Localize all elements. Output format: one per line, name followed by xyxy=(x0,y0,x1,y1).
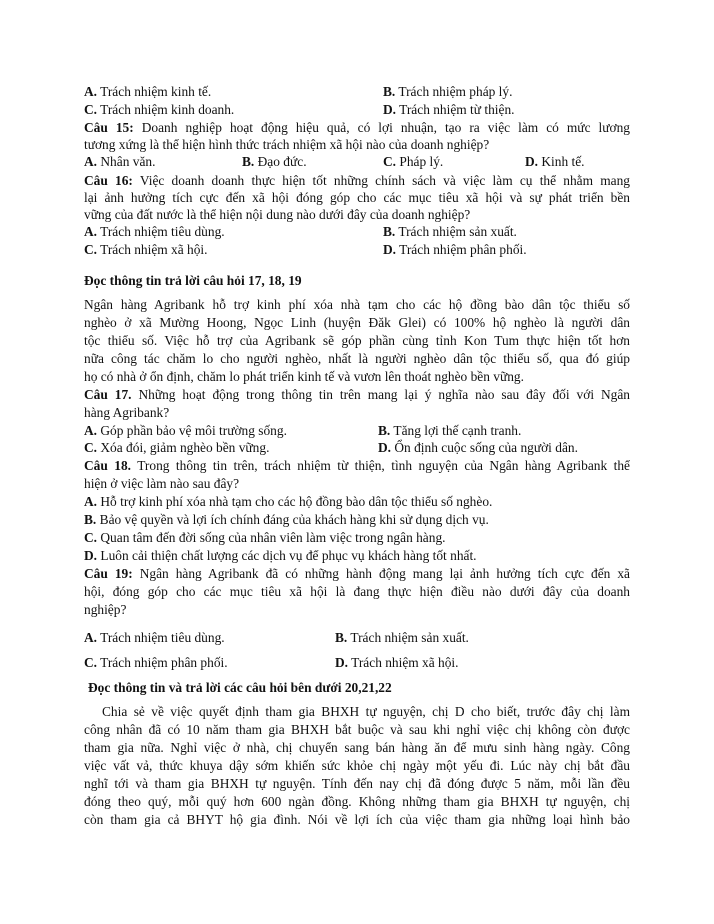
q15-option-a: A. Nhân văn. xyxy=(84,153,156,169)
q18-option-c: C. Quan tâm đến đời sống của nhân viên làm việc trong ngân hàng. xyxy=(84,529,446,545)
passage-2-line-3: tham gia nữa. Nghỉ việc ở nhà, chị chuyển sang bán hàng ăn để mưu sinh hàng ngày. Công xyxy=(84,739,630,755)
passage-1-line-5: họ có nhà ở ổn định, chăm lo phát triển kinh tế và vươn lên thoát nghèo bền vững. xyxy=(84,369,524,384)
q14-options-row-2 xyxy=(84,101,630,119)
q16-option-b: B. Trách nhiệm sản xuất. xyxy=(383,224,517,239)
q17-stem-line-2: hàng Agribank? xyxy=(84,405,170,420)
q16-options-row-1 xyxy=(84,223,630,241)
passage-1-line-1: Ngân hàng Agribank hỗ trợ kinh phí xóa nhà tạm cho các hộ đồng bào dân tộc thiểu số xyxy=(84,297,630,312)
q18-option-d: D. Luôn cải thiện chất lượng các dịch vụ để phục vụ khách hàng tốt nhất. xyxy=(84,547,477,563)
q16-options-row-2 xyxy=(84,241,630,259)
q19-stem-line-2: hội, đóng góp cho các mục tiêu xã hội là đang thực hiện điều nào dưới đây của doanh xyxy=(84,583,630,599)
q18-stem-line-1: Câu 18. Trong thông tin trên, trách nhiệm từ thiện, tình nguyện của Ngân hàng Agribank thể xyxy=(84,457,630,473)
q19-option-c: C. Trách nhiệm phân phối. xyxy=(84,654,228,670)
q15-option-b: B. Đạo đức. xyxy=(242,153,307,169)
q18-option-a: A. Hỗ trợ kinh phí xóa nhà tạm cho các hộ đồng bào dân tộc thiểu số nghèo. xyxy=(84,493,493,509)
q19-options-row-1 xyxy=(84,629,630,647)
q15-stem-line-2: tương xứng là thể hiện hình thức trách nhiệm xã hội nào của doanh nghiệp? xyxy=(84,137,490,152)
passage-2-line-5: nghĩ tới và tham gia BHXH tự nguyện. Tính đến nay chị đã đóng được 5 năm, mỗi lần đều xyxy=(84,775,630,791)
q16-option-a: A. Trách nhiệm tiêu dùng. xyxy=(84,224,225,239)
passage-2-line-1: Chia sẻ về việc quyết định tham gia BHXH tự nguyện, chị D cho biết, trước đây chị làm xyxy=(102,703,630,719)
q19-stem-line-1: Câu 19: Ngân hàng Agribank đã có những hành động mang lại ảnh hưởng tích cực đến xã xyxy=(84,565,630,581)
passage-2-line-2: công nhân đã có 10 năm tham gia BHXH bắt buộc và sau khi nghỉ việc chị không còn được xyxy=(84,721,630,737)
q14-option-a: A. Trách nhiệm kinh tế. xyxy=(84,84,212,99)
q14-option-d: D. Trách nhiệm từ thiện. xyxy=(383,102,515,117)
q15-option-c: C. Pháp lý. xyxy=(383,153,444,169)
passage-2-line-7: còn tham gia cả BHYT hộ gia đình. Nói về lợi ích của việc tham gia những loại hình bảo xyxy=(84,811,630,827)
q19-option-b: B. Trách nhiệm sản xuất. xyxy=(335,629,469,645)
document-page xyxy=(84,83,630,829)
q17-option-c: C. Xóa đói, giảm nghèo bền vững. xyxy=(84,440,270,455)
q16-stem-line-2: lại ảnh hưởng tích cực đến xã hội đóng góp cho các mục tiêu xã hội và sự phát triển bền xyxy=(84,190,630,205)
q14-options-row-1 xyxy=(84,83,630,101)
q19-option-a: A. Trách nhiệm tiêu dùng. xyxy=(84,629,225,645)
q16-option-c: C. Trách nhiệm xã hội. xyxy=(84,242,208,257)
q19-options-row-2 xyxy=(84,654,630,672)
q17-options-row-1 xyxy=(84,422,630,440)
section-17-19-heading: Đọc thông tin trả lời câu hỏi 17, 18, 19 xyxy=(84,273,302,288)
q17-stem-line-1: Câu 17. Những hoạt động trong thông tin trên mang lại ý nghĩa nào sau đây đối với Ngân xyxy=(84,387,630,402)
passage-2-line-6: đóng theo quý, mỗi quý hơn 600 ngàn đồng. Không những tham gia BHXH tự nguyện, chị xyxy=(84,793,630,809)
q16-stem-line-3: vững của đất nước là thể hiện nội dung nào dưới đây của doanh nghiệp? xyxy=(84,206,471,222)
q15-option-d: D. Kinh tế. xyxy=(525,153,585,169)
section-20-22-heading: Đọc thông tin và trả lời các câu hỏi bên dưới 20,21,22 xyxy=(88,679,392,695)
q14-option-b: B. Trách nhiệm pháp lý. xyxy=(383,84,513,99)
q17-option-b: B. Tăng lợi thế cạnh tranh. xyxy=(378,423,522,438)
q15-options xyxy=(84,154,630,171)
q19-option-d: D. Trách nhiệm xã hội. xyxy=(335,654,459,670)
passage-1-line-4: nữa công tác chăm lo cho người nghèo, nhất là người nghèo dân tộc thiểu số, qua đó giúp xyxy=(84,351,630,366)
q19-stem-line-3: nghiệp? xyxy=(84,601,127,617)
q14-option-c: C. Trách nhiệm kinh doanh. xyxy=(84,102,235,117)
q17-option-a: A. Góp phần bảo vệ môi trường sống. xyxy=(84,423,287,438)
q16-option-d: D. Trách nhiệm phân phối. xyxy=(383,242,527,257)
q18-option-b: B. Bảo vệ quyền và lợi ích chính đáng của khách hàng khi sử dụng dịch vụ. xyxy=(84,511,489,527)
q16-stem-line-1: Câu 16: Việc doanh doanh thực hiện tốt những chính sách và việc làm cụ thể nhằm mang xyxy=(84,173,630,188)
q17-options-row-2 xyxy=(84,440,630,457)
q15-stem-line-1: Câu 15: Doanh nghiệp hoạt động hiệu quả, có lợi nhuận, tạo ra việc làm có mức lương xyxy=(84,120,630,135)
passage-2-line-4: việc vất vả, thức khuya dậy sớm khiến sức khỏe chị ngày một yếu đi. Lúc này chị bắt đầu xyxy=(84,757,630,773)
passage-1-line-3: tộc thiểu số. Việc hỗ trợ của Agribank sẽ góp phần cùng tỉnh Kon Tum thực hiện tốt hơn xyxy=(84,333,630,348)
q18-stem-line-2: hiện ở việc làm nào sau đây? xyxy=(84,475,240,491)
q17-option-d: D. Ổn định cuộc sống của người dân. xyxy=(378,440,578,455)
passage-1-line-2: nghèo ở xã Mường Hoong, Ngọc Linh (huyện Đăk Glei) có 100% hộ nghèo là người dân xyxy=(84,315,630,330)
